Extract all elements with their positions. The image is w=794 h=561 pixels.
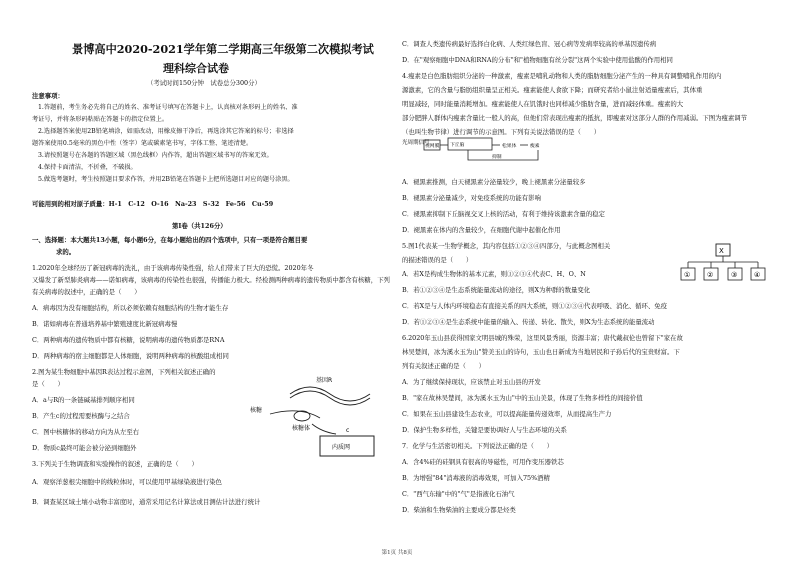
q4-stem: 4.瘦素是白色脂肪组织分泌的一种激素，瘦素是哺乳动物和人类的脂肪细胞分泌产生的一种具有调整哺乳作用的内 (402, 72, 722, 80)
q1-stem: 有关病毒的叙述中，正确的是（ ） (32, 288, 141, 296)
notes-heading: 注意事项： (32, 92, 64, 100)
q6-option-a: A．为了继续保持现状，应该禁止对玉山县的开发 (402, 378, 541, 386)
q5-stem: 的描述错误的是（ ） (402, 256, 473, 264)
q1-option-a: A．病毒因为没有细胞结构，所以必须依赖有细胞结构的生物才能生存 (32, 304, 229, 312)
q5-option-c: C．若X是与人体内环境稳态有直接关系的四大系统，则①②③④代表呼吸、消化、循环、免疫 (402, 302, 668, 310)
gene-expression-figure (250, 372, 386, 462)
figure-label-inhibit: 抑制 (492, 155, 502, 160)
q4-stem: 明显减轻，同时能量消耗增加。瘦素能使人在饥饿时也同样减少脂肪含量，进而减轻体重。瘦素的大 (402, 100, 684, 108)
figure-label-x: X (719, 247, 724, 255)
q4-stem: 源激素，它的含量与脂肪组织量呈正相关。瘦素能使人食欲下降；而研究者给小鼠注射适量瘦素后，其体重 (402, 86, 703, 94)
q3-option-c: C．调查人类遗传病最好选择白化病、人类红绿色盲、冠心病等发病率较高的单基因遗传病 (402, 40, 657, 48)
note-line: 4.保持卡面清洁，不折叠，不破损。 (38, 164, 137, 171)
concept-figure (678, 242, 770, 288)
q7-option-d: D．柴油和生物柴油的主要成分都是烃类 (402, 506, 516, 514)
note-line: 5.做选考题时，考生按照题目要求作答，并用2B铅笔在答题卡上把所选题目对应的题号涂黑。 (38, 176, 294, 183)
figure-label-gene: 基因R (316, 377, 333, 384)
page-footer: 第1页 共8页 (381, 550, 413, 556)
q7-option-c: C．"西气东输"中的"气"是指液化石油气 (402, 490, 515, 498)
figure-label-hypothalamus: 下丘脑 (450, 143, 465, 148)
section-instruction: 一、选择题：本大题共13小题，每小题6分，在每小题给出的四个选项中，只有一项是符合题目要 (32, 236, 308, 244)
figure-label-2: ② (707, 271, 714, 279)
feedback-line (468, 150, 538, 160)
q3-stem: 3.下列关于生物调查和实验操作的叙述，正确的是（ ） (32, 460, 198, 468)
figure-label-light: 光周期信号 (402, 140, 430, 146)
mrna-strand (270, 411, 320, 418)
q2-stem: 2.图为某生物细胞中基因R表达过程示意图，下列相关叙述正确的 (32, 368, 216, 376)
section-instruction: 求的。 (56, 248, 76, 256)
figure-label-ribosome: 核糖体 (292, 425, 311, 432)
q5-option-d: D．若①②③④是生态系统中能量的输入、传递、转化、散失，则X为生态系统的能量流动 (402, 318, 655, 326)
q3-option-d: D．在"观察细胞中DNA和RNA的分布"和"植物细胞有丝分裂"这两个实验中使用盐酸的作用相同 (402, 56, 673, 64)
note-line: 考证号，并将条形码粘贴在答题卡的指定位置上。 (32, 116, 169, 123)
note-line: 2.选择题答案使用2B铅笔填涂，如需改动，用橡皮擦干净后，再选涂其它答案的标号；非选择 (38, 128, 294, 135)
exam-info: （考试时间150分钟 试卷总分300分） (147, 79, 261, 87)
q6-stem: 林吴楚间，冰为溪水玉为山"赞美玉山的诗句，玉山也日新成为当地居民和子孙后代的宝贵财富。下 (402, 348, 680, 356)
q4-option-b: B．褪黑素分泌量减少，对免疫系统的功能有影响 (402, 194, 541, 202)
q2-stem: 是（ ） (32, 380, 64, 388)
peptide-chain (312, 424, 336, 434)
q1-option-b: B．诺如病毒在普通培养基中繁殖速度比新冠病毒慢 (32, 320, 178, 328)
q7-stem: 7．化学与生活密切相关。下列说法正确的是（ ） (402, 442, 554, 450)
figure-label-er: 内质网 (332, 444, 351, 451)
q6-stem: 6.2020年玉山县获得国家文明县城的殊荣，这里风景秀丽，资源丰富；唐代戴叔伦也曾留下"家在故 (402, 334, 683, 342)
q7-option-b: B．为增强"84"消毒液的消毒效果，可加入75%酒精 (402, 474, 550, 482)
q6-option-d: D．保护生物多样性，关键是要协调好人与生态环境的关系 (402, 426, 567, 434)
dna-strand (290, 387, 370, 401)
q3-option-b: B．调查某区域土壤小动物丰富度时，通常采用记名计算法或目测估计法进行统计 (32, 498, 261, 506)
q7-option-a: A．含4%硅的硅钢具有很高的导磁性，可用作变压器铁芯 (402, 458, 564, 466)
ribosome-shape (294, 411, 310, 421)
q4-option-c: C．褪黑素抑制下丘脑视交叉上核的活动，有利于维持该激素含量的稳定 (402, 210, 605, 218)
q1-stem: 又爆发了新型肺炎病毒——诺如病毒，该病毒的传染性也很强，传播能力极大。经检测两种病毒的遗传物质中都含有核糖，下列 (32, 276, 390, 284)
q2-option-a: A．a与R的一条链碱基排列顺序相同 (32, 396, 135, 404)
q4-stem: 部分肥胖人群体内瘦素含量比一般人的高，但他们常表现出瘦素的抵抗，即瘦素对这部分人群的作用减弱。下图为瘦素调节 (402, 114, 748, 122)
figure-label-pineal: 松果体 (502, 144, 517, 149)
q5-option-a: A．若X是构成生物体的基本元素，则①②③④代表C、H、O、N (402, 270, 586, 278)
q4-option-a: A．褪黑素推测，白天褪黑素分泌量较少，晚上褪黑素分泌量较多 (402, 178, 586, 186)
figure-label-retina: 视网膜 (425, 144, 440, 149)
section-title: 第Ⅰ卷（共126分） (172, 222, 227, 230)
q4-stem: （也叫生物节律）进行调节的示意图。下列有关说法错误的是（ ） (402, 128, 601, 136)
figure-label-melatonin: 瘦素 (530, 144, 540, 149)
dna-strand (290, 391, 370, 405)
q2-option-d: D．物质c最终可能会被分泌到细胞外 (32, 444, 137, 452)
q6-stem: 列有关叙述正确的是（ ） (402, 362, 486, 370)
figure-label-1: ① (684, 271, 691, 279)
figure-label-3: ③ (731, 271, 738, 279)
q5-stem: 5.图1代表某一生物学概念，其内容包括①②③④四部分，与此概念图相关 (402, 242, 611, 250)
melatonin-figure (402, 132, 562, 168)
q6-option-b: B．"家在故林吴楚间，冰为溪水玉为山"中的玉山美景，体现了生物多样性的间接价值 (402, 394, 643, 402)
q6-option-c: C．如果在玉山县建设生态农业，可以提高能量传递效率，从而提高生产力 (402, 410, 612, 418)
q1-option-d: D．两种病毒的宿主细胞都是人体细胞，说明两种病毒的核酸组成相同 (32, 352, 229, 360)
note-line: 题答案使用0.5毫米的黑色中性（签字）笔或碳素笔书写，字体工整、笔迹清楚。 (32, 140, 253, 147)
q2-option-c: C．图中核糖体的移动方向为从左至右 (32, 428, 140, 436)
q1-stem: 1.2020年全球经历了新冠病毒的洗礼，由于该病毒传染性强，给人们带来了巨大的恐慌。2020年冬 (32, 264, 314, 272)
note-line: 3.请按照题号在各题的答题区域（黑色线框）内作答，超出答题区域书写的答案无效。 (38, 152, 273, 159)
exam-subtitle: 理科综合试卷 (163, 62, 229, 75)
figure-label-c: c (346, 427, 350, 434)
q5-option-b: B．若①②③④是生态系统能量流动的途径，则X为种群的数量变化 (402, 286, 591, 294)
note-line: 1.答题前，考生务必先将自己的姓名、准考证号填写在答题卡上，认真核对条形码上的姓名、准 (38, 104, 298, 111)
q4-option-d: D．褪黑素在体内的含量较少，在细胞代谢中起催化作用 (402, 226, 561, 234)
q3-option-a: A．观察洋葱根尖细胞中的线粒体时，可以使用甲基绿染液进行染色 (32, 478, 222, 486)
figure-label-nucleolus: 核糖 (250, 407, 263, 414)
atomic-masses: 可能用到的相对原子质量：H-1 C-12 O-16 Na-23 S-32 Fe-56 Cu-59 (32, 200, 274, 208)
q2-option-b: B．产生c的过程需要核酶与之结合 (32, 412, 130, 420)
q1-option-c: C．两种病毒的遗传物质中都有核糖，说明病毒的遗传物质都是RNA (32, 336, 225, 344)
figure-label-4: ④ (754, 271, 761, 279)
exam-title: 景博高中2020-2021学年第二学期高三年级第二次模拟考试 (72, 42, 374, 56)
